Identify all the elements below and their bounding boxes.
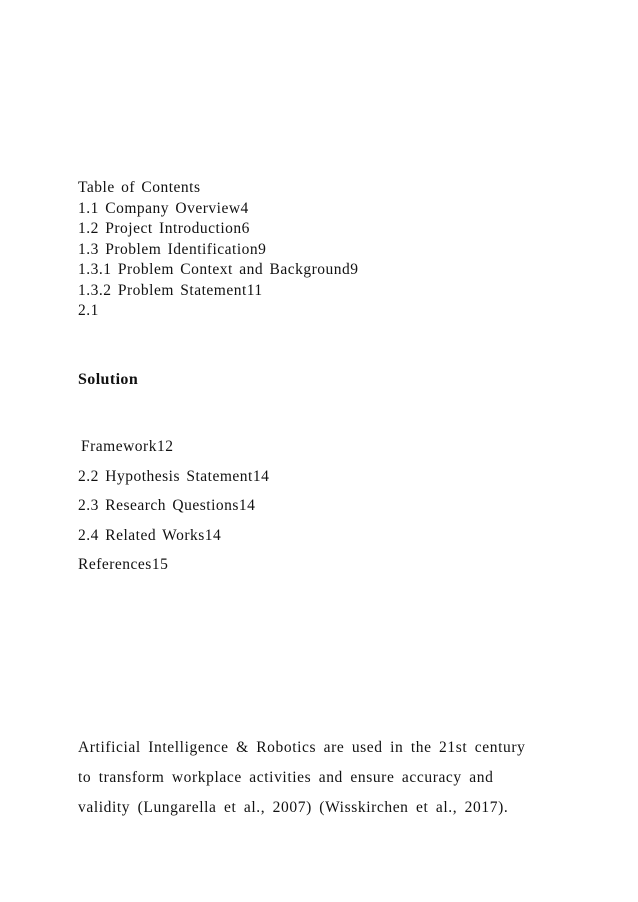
body-line: Artificial Intelligence & Robotics are used in the 21st century [78,739,526,756]
table-of-contents-continued [78,432,269,580]
table-of-contents [78,178,359,322]
toc-entry-1-2: 1.2 Project Introduction6 [78,220,250,237]
toc-entry-2-1: 2.1 [78,302,99,319]
toc-title: Table of Contents [78,179,201,196]
body-line: validity (Lungarella et al., 2007) (Wisskirchen et al., 2017). [78,799,509,816]
toc-entry-2-3: 2.3 Research Questions14 [78,497,256,514]
toc-entry-1-3-2: 1.3.2 Problem Statement11 [78,281,263,299]
section-heading: Solution [78,371,139,388]
body-line: to transform workplace activities and ensure accuracy and [78,769,494,786]
toc-entry-1-3-1: 1.3.1 Problem Context and Background9 [78,261,359,278]
toc-entry-1-1: 1.1 Company Overview4 [78,199,249,217]
toc-entry-2-4: 2.4 Related Works14 [78,526,222,544]
toc-entry-1-3: 1.3 Problem Identification9 [78,240,267,258]
toc-entry-2-2: 2.2 Hypothesis Statement14 [78,467,270,485]
toc-entry-references: References15 [78,556,169,573]
toc-entry-framework: Framework12 [81,438,174,455]
body-paragraph [78,733,558,823]
